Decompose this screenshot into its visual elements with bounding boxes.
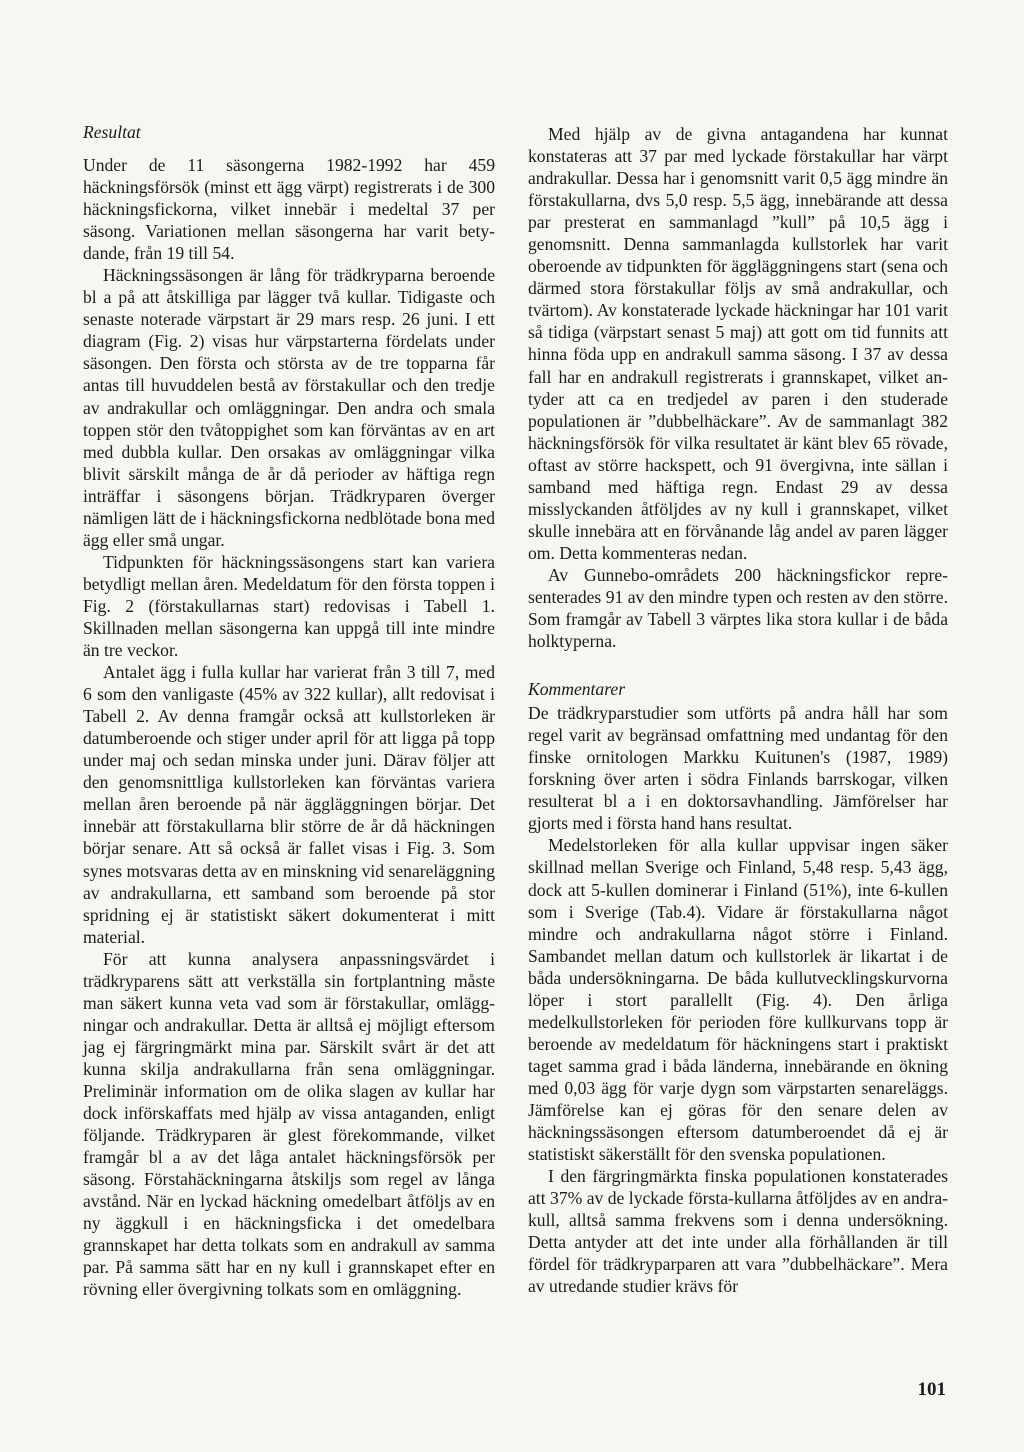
paragraph: Under de 11 säsongerna 1982-1992 har 459 häckningsförsök (minst ett ägg värpt) registrerats i de 300 häckningsfickorna, vilket innebär i medeltal 37 per säsong. Variationen mellan säsongerna har varit betydande, från 19 till 54. [83, 155, 495, 264]
paragraph: Häckningssäsongen är lång för trädkryparna beroende bl a på att åtskilliga par lägger två kullar. Tidigaste och senaste noterade värpstart är 29 mars resp. 26 juni. I ett diagram (Fig. 2) visas hur värpstarterna fördelats under säsongen. Den första och största av de tre topparna får antas till huvuddelen bestå av förstakullar och den tredje av andrakullar och omläggningar. Den andra och smala toppen stör den tvåtoppighet som kan förväntas av en art med dubbla kullar. Den orsakas av omläggningar vilka blivit särskilt många de år då perioder av häftiga regn inträffar i säsongens början. Trädkryparen överger nämligen lätt de i häckningsfickorna nedblötade bona med ägg eller små ungar. [83, 265, 495, 550]
paragraph: För att kunna analysera anpassningsvärdet i trädkryparens sätt att verkställa sin fortplantning måste man säkert kunna veta vad som är förstakullar, omläggningar och andrakullar. Detta är alltså ej möjligt eftersom jag ej färgringmärkt mina par. Särskilt svårt är det att kunna skilja andrakullarna från sena omläggningar. Preliminär information om de olika slagen av kullar har dock införskaffats med hjälp av vissa antaganden, enligt följande. Trädkryparen är glest förekommande, vilket framgår bl a av det låga antalet häckningsförsök per säsong. Förstahäckningarna åtskiljs som regel av långa avstånd. När en lyckad häckning omedelbart åtföljs av en ny äggkull i en häckningsficka i det omedelbara grannskapet har detta tolkats som en andrakull av samma par. På samma sätt har en ny kull i grannskapet efter en rövning eller övergivning tolkats som en omläggning. [83, 948, 495, 1300]
paragraph: De trädkryparstudier som utförts på andra håll har som regel varit av begränsad omfattning med undantag för den finske ornitologen Markku Kuitunen's (1987, 1989) forskning över arten i södra Finlands barrskogar, vilken resulterat bl a i en doktorsavhandling. Jämförelser har gjorts med i första hand hans resultat. [528, 703, 948, 834]
section-heading-kommentarer: Kommentarer [528, 679, 626, 700]
page-number: 101 [917, 1379, 946, 1400]
left-column [83, 121, 495, 1300]
paragraph: I den färgringmärkta finska populationen konstaterades att 37% av de lyckade första-kullarna åtföljdes av en andra-kull, alltså samma frekvens som i denna undersökning. Detta antyder att det inte under alla förhållanden är till fördel för trädkryparparen att vara ”dubbelhäckare”. Mera av utredande studier krävs för [528, 1166, 948, 1297]
paragraph: Tidpunkten för häckningssäsongens start kan variera betydligt mellan åren. Medeldatum för den första toppen i Fig. 2 (förstakullarnas start) redovisas i Tabell 1. Skillnaden mellan säsongerna kan uppgå till inte mindre än tre veckor. [83, 551, 495, 661]
paragraph: Av Gunnebo-områdets 200 häckningsfickor representerades 91 av den mindre typen och resten av den större. Som framgår av Tabell 3 värptes lika stora kullar i de båda holktyperna. [528, 564, 948, 652]
paragraph: Med hjälp av de givna antagandena har kunnat konstateras att 37 par med lyckade förstakullar har värpt andrakullar. Dessa har i genomsnitt varit 0,5 ägg mindre än förstakullarna, dvs 5,0 resp. 5,5 ägg, innebärande att dessa par presterat en sammanlagd ”kull” på 10,5 ägg i genomsnitt. Denna sammanlagda kullstorlek har varit oberoende av tidpunkten för äggläggningens start (sena och därmed stora förstakullar följs av små andrakullar, och tvärtom). Av konstaterade lyckade häckningar har 101 varit så tidiga (värpstart senast 5 maj) att gott om tid funnits att hinna föda upp en andrakull samma säsong. I 37 av dessa fall har en andrakull registrerats i grannskapet, vilket antyder att ca en tredjedel av paren i den studerade populationen är ”dubbelhäckare”. Av de sammanlagt 382 häckningsförsök för vilka resultatet är känt blev 65 rövade, oftast av större hackspett, och 91 övergivna, inte sällan i samband med häftiga regn. Endast 29 av dessa misslyckanden åtföljdes av ny kull i grannskapet, vilket skulle innebära att en förvånande låg andel av paren lägger om. Detta kommenteras nedan. [528, 124, 948, 563]
paragraph: Medelstorleken för alla kullar uppvisar ingen säker skillnad mellan Sverige och Finland, 5,48 resp. 5,43 ägg, dock att 5-kullen dominerar i Finland (51%), inte 6-kullen som i Sverige (Tab.4). Vidare är förstakullarna något mindre och andrakullarna något större i Finland. Sambandet mellan datum och kullstorlek är likartat i de båda undersökningarna. De båda kullutvecklingskurvorna löper i stort parallellt (Fig. 4). Den årliga medelkullstorleken för perioden före kullkurvans topp är beroende av medeldatum för häckningens start i praktiskt taget samma grad i båda länderna, innebärande en ökning med 0,03 ägg för varje dygn som värpstarten senareläggs. Jämförelse kan ej göras för den senare delen av häckningssäsongen eftersom datumberoendet då ej är statistiskt säkerställt för den svenska populationen. [528, 835, 948, 1165]
right-column [528, 123, 948, 1297]
section-heading-resultat: Resultat [83, 122, 141, 142]
paragraph: Antalet ägg i fulla kullar har varierat från 3 till 7, med 6 som den vanligaste (45% av 322 kullar), allt redovisat i Tabell 2. Av denna framgår också att kullstorleken är datumberoende och stiger under april för att ligga på topp under maj och sedan minska under juni. Därav följer att den genomsnittliga kullstorleken kan förväntas variera mellan åren beroende på när äggläggningen börjar. Det innebär att förstakullarna blir större de år då häckningen börjar senare. Att så också är fallet visas i Fig. 3. Som synes motsvaras detta av en minskning vid senareläggning av andrakullarna, ett samband som beroende på stor spridning ej är statistiskt säkert dokumenterat i mitt material. [83, 662, 495, 947]
